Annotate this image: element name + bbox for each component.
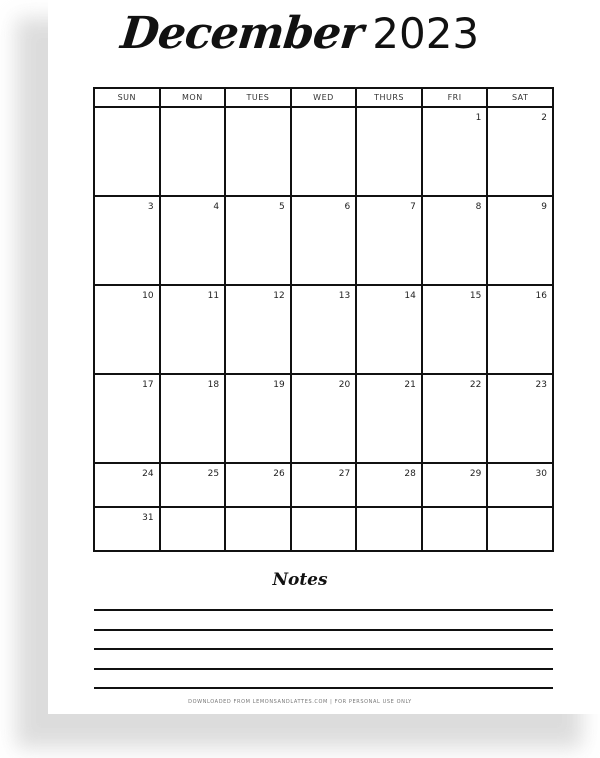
day-number: 13 [338,291,351,301]
day-cell [160,374,226,463]
note-line [94,629,553,631]
day-number: 7 [410,202,416,212]
calendar-week-row [94,196,553,285]
calendar-week-row [94,507,553,551]
weekday-header: SAT [487,88,553,107]
day-cell [225,463,291,507]
day-number: 24 [142,469,154,479]
day-cell [291,285,357,374]
day-cell [422,196,488,285]
note-line [94,609,553,611]
calendar-week-row [94,107,553,196]
day-cell [487,507,553,551]
footer-credit: DOWNLOADED FROM LEMONSANDLATTES.COM | FOR PERSONAL USE ONLY [188,699,412,705]
day-cell [356,107,422,196]
day-cell [356,463,422,507]
day-cell [160,507,226,551]
day-number: 22 [469,380,482,390]
day-number: 30 [535,469,547,479]
day-number: 27 [338,469,351,479]
day-cell [422,463,488,507]
day-cell [94,507,160,551]
weekday-header: FRI [422,88,488,107]
day-cell [291,107,357,196]
day-cell [160,285,226,374]
day-cell [94,374,160,463]
day-cell [422,374,488,463]
calendar-body [94,107,553,551]
calendar-week-row [94,285,553,374]
day-number: 14 [404,291,416,301]
calendar-grid [93,87,554,552]
day-number: 26 [273,469,285,479]
day-cell [94,196,160,285]
day-number: 29 [469,469,482,479]
day-cell [225,107,291,196]
day-number: 31 [142,513,154,523]
day-number [292,108,356,113]
day-number [161,108,225,113]
day-number [488,508,552,513]
day-number: 4 [213,202,220,212]
note-line [94,648,553,650]
note-line [94,668,553,670]
day-cell [225,507,291,551]
weekday-header: SUN [94,88,160,107]
day-cell [422,507,488,551]
weekday-header: THURS [356,88,422,107]
day-cell [422,107,488,196]
day-cell [94,285,160,374]
day-number: 15 [469,291,482,301]
day-cell [356,374,422,463]
day-number [357,508,421,513]
day-number [423,508,487,513]
day-number: 19 [273,380,285,390]
day-cell [422,285,488,374]
day-cell [94,463,160,507]
day-number: 1 [475,113,482,123]
day-number: 16 [535,291,547,301]
day-number [161,508,225,513]
day-cell [356,285,422,374]
note-line [94,687,553,689]
day-number: 20 [338,380,351,390]
day-number: 23 [535,380,547,390]
day-cell [487,107,553,196]
day-cell [291,463,357,507]
day-number: 10 [142,291,154,301]
day-number: 8 [475,202,482,212]
title-year: 2023 [372,9,480,58]
notes-title: Notes [272,570,328,590]
day-number [226,108,290,113]
weekday-header: MON [160,88,226,107]
day-cell [487,285,553,374]
day-number: 28 [404,469,416,479]
day-cell [487,374,553,463]
day-number: 11 [207,291,220,301]
day-cell [356,196,422,285]
day-cell [487,463,553,507]
day-cell [225,196,291,285]
calendar-week-row [94,463,553,507]
day-number: 2 [541,113,547,123]
day-cell [160,196,226,285]
calendar-title [0,8,600,80]
day-number: 6 [344,202,351,212]
day-number: 12 [273,291,285,301]
weekday-header: WED [291,88,357,107]
weekday-header-row [94,88,553,107]
day-number [226,508,290,513]
day-cell [94,107,160,196]
weekday-header: TUES [225,88,291,107]
day-cell [225,374,291,463]
day-number: 25 [207,469,220,479]
day-cell [356,507,422,551]
day-number: 9 [541,202,547,212]
day-cell [291,507,357,551]
day-number [95,108,159,113]
day-number: 5 [278,202,285,212]
day-cell [291,196,357,285]
day-number: 17 [142,380,154,390]
calendar-week-row [94,374,553,463]
day-cell [291,374,357,463]
day-number [292,508,356,513]
day-cell [487,196,553,285]
day-cell [160,463,226,507]
title-month: December [118,8,365,59]
day-number: 21 [404,380,416,390]
day-number: 18 [207,380,220,390]
day-number: 3 [147,202,154,212]
day-number [357,108,421,113]
day-cell [225,285,291,374]
day-cell [160,107,226,196]
